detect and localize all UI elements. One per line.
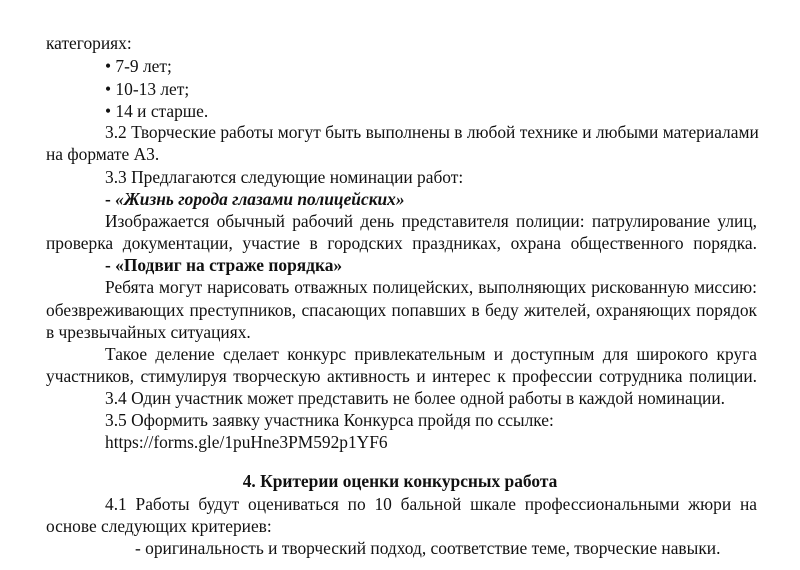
clause-3-2-line-1: 3.2 Творческие работы могут быть выполнены в любой технике и любыми материалами [105,122,759,142]
list-item-age-10-13: • 10-13 лет; [105,79,190,99]
section-4-heading: 4. Критерии оценки конкурсных работа [242,471,558,491]
nomination-1-title: «Жизнь города глазами полицейских» [115,189,405,209]
clause-3-5: 3.5 Оформить заявку участника Конкурса пройдя по ссылке: [105,410,554,430]
list-item-age-14-plus: • 14 и старше. [105,101,209,121]
nomination-2-description-line-2: обезвреживающих преступников, спасающих попавших в беду жителей, охраняющих порядок [46,300,757,320]
nomination-dash: - [105,255,116,275]
criteria-list-item: - оригинальность и творческий подход, соответствие теме, творческие навыки. [135,538,721,558]
text-line-categories: категориях: [46,33,132,53]
nomination-2-title: «Подвиг на страже порядка» [115,255,343,275]
nomination-2-description-line-3: в чрезвычайных ситуациях. [46,322,251,342]
nomination-2-heading [105,254,342,276]
nomination-1-description-line-1: Изображается обычный рабочий день представителя полиции: патрулирование улиц, [105,211,757,231]
clause-3-2-line-2: на формате А3. [46,144,160,164]
clause-4-1-line-1: 4.1 Работы будут оцениваться по 10 бальной шкале профессиональными жюри на [105,494,757,514]
nomination-1-heading [105,188,405,210]
clause-4-1-line-2: основе следующих критериев: [46,516,272,536]
division-paragraph-line-1: Такое деление сделает конкурс привлекательным и доступным для широкого круга [105,344,757,364]
clause-3-3: 3.3 Предлагаются следующие номинации работ: [105,167,464,187]
registration-link[interactable]: https://forms.gle/1puHne3PM592p1YF6 [105,432,388,452]
division-paragraph-line-2: участников, стимулируя творческую активность и интерес к профессии сотрудника полиции. [46,366,757,386]
nomination-2-description-line-1: Ребята могут нарисовать отважных полицейских, выполняющих рискованную миссию: [105,277,757,297]
list-item-age-7-9: • 7-9 лет; [105,56,172,76]
nomination-dash: - [105,189,116,209]
nomination-1-description-line-2: проверка документации, участие в городских праздниках, охрана общественного порядка. [46,233,757,253]
clause-3-4: 3.4 Один участник может представить не более одной работы в каждой номинации. [105,388,725,408]
